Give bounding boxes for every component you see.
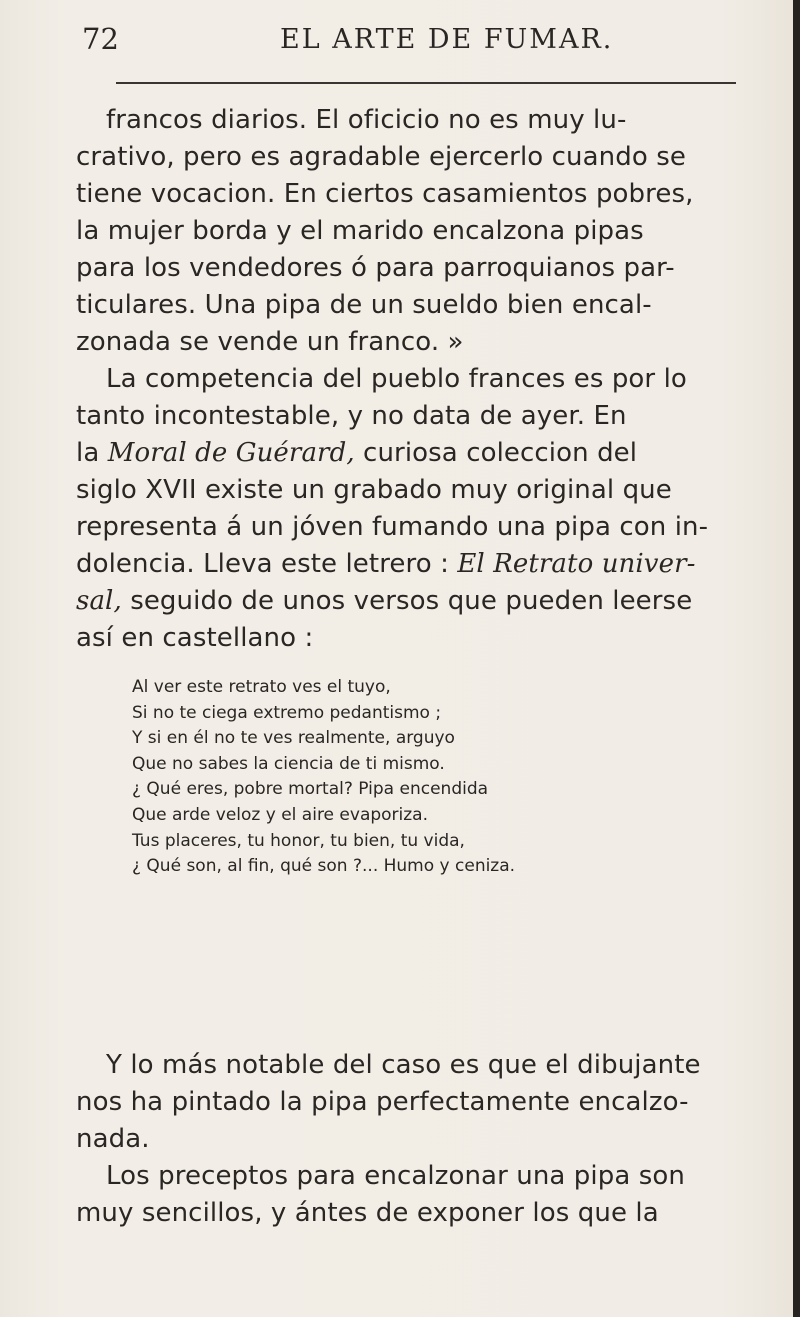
verse-line: Y si en él no te ves realmente, arguyo [132,728,455,749]
text-line: para los vendedores ó para parroquianos par- [76,253,675,283]
verse-line: ¿ Qué eres, pobre mortal? Pipa encendida [132,779,489,800]
running-title: EL ARTE DE FUMAR. [280,24,614,55]
verse-line: Que no sabes la ciencia de ti mismo. [132,753,445,774]
text-line [76,435,748,472]
text-run: la [76,438,108,468]
verse-line: Al ver este retrato ves el tuyo, [132,677,391,697]
italic-title: sal, [76,586,122,616]
text-line: nada. [76,1124,150,1154]
text-run: seguido de unos versos que pueden leerse [121,586,693,616]
text-line: crativo, pero es agradable ejercerlo cuando se [76,142,686,172]
italic-title: Moral de Guérard, [107,438,355,468]
verse-block [132,675,742,880]
text-line: representa á un jóven fumando una pipa con in- [76,512,709,542]
text-line: así en castellano : [76,623,314,653]
text-run: curiosa coleccion del [354,438,638,468]
verse-line: Tus placeres, tu honor, tu bien, tu vida, [132,830,465,851]
text-line: nos ha pintado la pipa perfectamente encalzo- [76,1087,689,1117]
header-rule [116,82,736,84]
text-line: siglo XVII existe un grabado muy original que [76,475,672,505]
italic-title: El Retrato univer- [457,549,696,579]
text-line [76,583,748,620]
text-line [76,546,748,583]
text-line: francos diarios. El oficicio no es muy lu- [106,105,627,135]
text-line: Y lo más notable del caso es que el dibujante [106,1050,701,1080]
page-number: 72 [82,22,119,56]
body-text-bottom [76,1047,748,1232]
text-run: dolencia. Lleva este letrero : [76,549,458,579]
text-line: La competencia del pueblo frances es por lo [106,364,687,394]
verse-line: ¿ Qué son, al fin, qué son ?... Humo y ceniza. [132,856,516,877]
text-line: tanto incontestable, y no data de ayer. En [76,401,627,431]
page-edge-shadow [793,0,800,1317]
text-line: muy sencillos, y ántes de exponer los que la [76,1198,659,1228]
verse-line: Si no te ciega extremo pedantismo ; [132,702,442,723]
running-head [82,22,762,62]
verse-line: Que arde veloz y el aire evaporiza. [132,804,429,825]
text-line: la mujer borda y el marido encalzona pipas [76,216,644,246]
text-line: ticulares. Una pipa de un sueldo bien encal- [76,290,652,320]
text-line: tiene vocacion. En ciertos casamientos pobres, [76,179,694,209]
text-line: zonada se vende un franco. » [76,327,464,357]
text-line: Los preceptos para encalzonar una pipa son [106,1161,685,1191]
body-text-top [76,102,748,657]
